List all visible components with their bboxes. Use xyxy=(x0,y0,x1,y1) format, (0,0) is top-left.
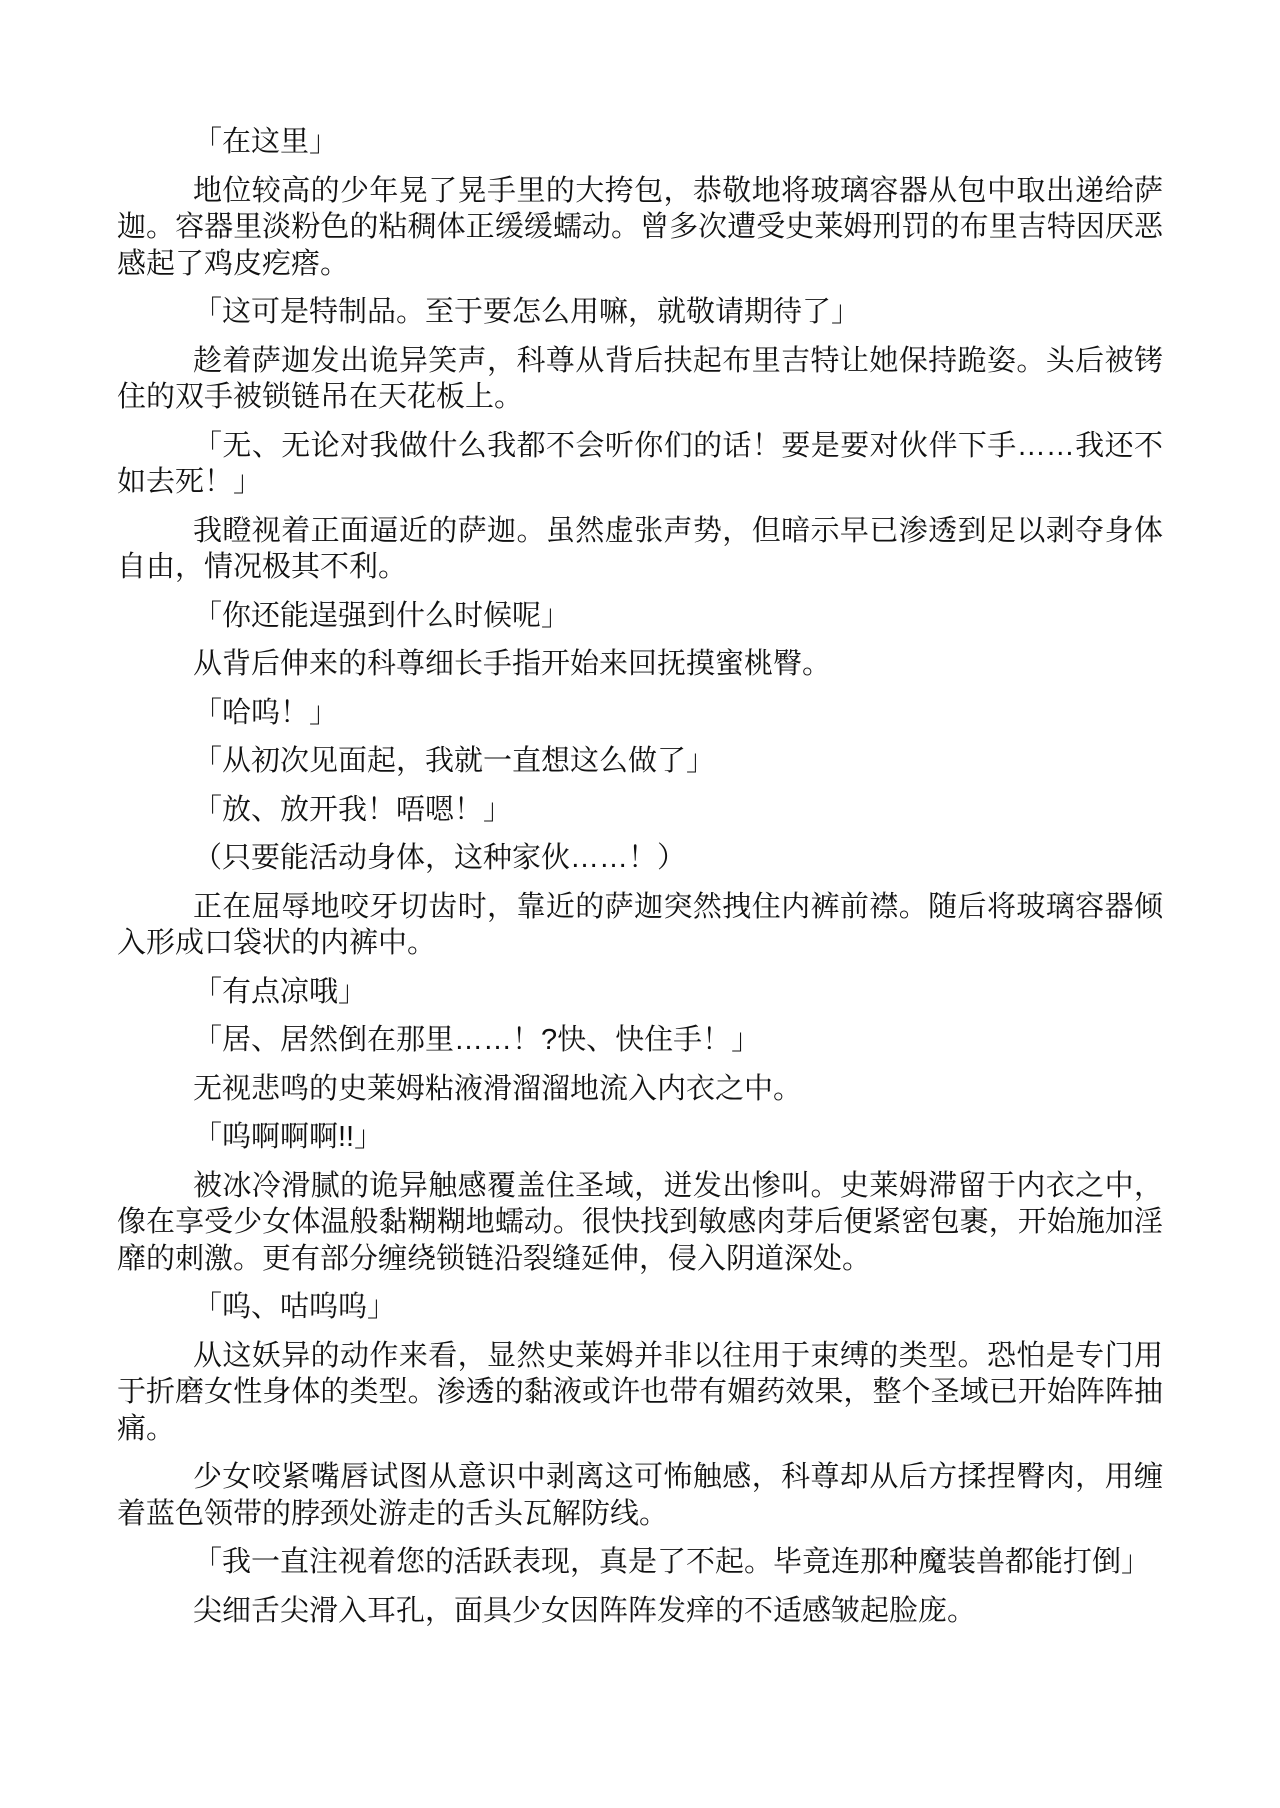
paragraph: 「我一直注视着您的活跃表现，真是了不起。毕竟连那种魔装兽都能打倒」 xyxy=(193,1546,1151,1578)
paragraph: 被冰冷滑腻的诡异触感覆盖住圣域，迸发出惨叫。史莱姆滞留于内衣之中，像在享受少女体温般黏糊糊地蠕动。很快找到敏感肉芽后便紧密包裹，开始施加淫靡的刺激。更有部分缠绕锁链沿裂缝延伸，侵入阴道深处。 xyxy=(117,1169,1163,1275)
paragraph: 我瞪视着正面逼近的萨迦。虽然虚张声势，但暗示早已渗透到足以剥夺身体自由，情况极其不利。 xyxy=(117,514,1163,583)
paragraph: 「这可是特制品。至于要怎么用嘛，就敬请期待了」 xyxy=(193,296,861,328)
paragraph: 从这妖异的动作来看，显然史莱姆并非以往用于束缚的类型。恐怕是专门用于折磨女性身体的类型。渗透的黏液或许也带有媚药效果，整个圣域已开始阵阵抽痛。 xyxy=(117,1339,1163,1445)
paragraph: 地位较高的少年晃了晃手里的大挎包，恭敬地将玻璃容器从包中取出递给萨迦。容器里淡粉色的粘稠体正缓缓蠕动。曾多次遭受史莱姆刑罚的布里吉特因厌恶感起了鸡皮疙瘩。 xyxy=(117,174,1163,280)
paragraph: 少女咬紧嘴唇试图从意识中剥离这可怖触感，科尊却从后方揉捏臀肉，用缠着蓝色领带的脖颈处游走的舌头瓦解防线。 xyxy=(117,1461,1163,1530)
paragraph: 「呜、咕呜呜」 xyxy=(193,1291,397,1323)
paragraph: 「哈呜！」 xyxy=(193,696,339,729)
paragraph: 正在屈辱地咬牙切齿时，靠近的萨迦突然拽住内裤前襟。随后将玻璃容器倾入形成口袋状的内裤中。 xyxy=(117,890,1163,959)
paragraph: 「从初次见面起，我就一直想这么做了」 xyxy=(193,745,716,777)
paragraph: 「无、无论对我做什么我都不会听你们的话！要是要对伙伴下手……我还不如去死！」 xyxy=(117,429,1163,498)
paragraph: 「有点凉哦」 xyxy=(193,975,368,1008)
paragraph: 趁着萨迦发出诡异笑声，科尊从背后扶起布里吉特让她保持跪姿。头后被铐住的双手被锁链吊在天花板上。 xyxy=(117,344,1163,413)
paragraph: （只要能活动身体，这种家伙……！） xyxy=(193,842,687,874)
paragraph: 尖细舌尖滑入耳孔，面具少女因阵阵发痒的不适感皱起脸庞。 xyxy=(193,1594,977,1627)
paragraph: 「你还能逞强到什么时候呢」 xyxy=(193,599,571,632)
paragraph: 「居、居然倒在那里……！?快、快住手！」 xyxy=(193,1024,761,1056)
paragraph: 「放、放开我！唔嗯！」 xyxy=(193,793,513,826)
paragraph: 「在这里」 xyxy=(193,126,339,158)
paragraph: 从背后伸来的科尊细长手指开始来回抚摸蜜桃臀。 xyxy=(193,648,832,680)
novel-text-body xyxy=(117,124,1163,1629)
paragraph: 「呜啊啊啊!!」 xyxy=(193,1121,384,1153)
paragraph: 无视悲鸣的史莱姆粘液滑溜溜地流入内衣之中。 xyxy=(193,1072,803,1105)
